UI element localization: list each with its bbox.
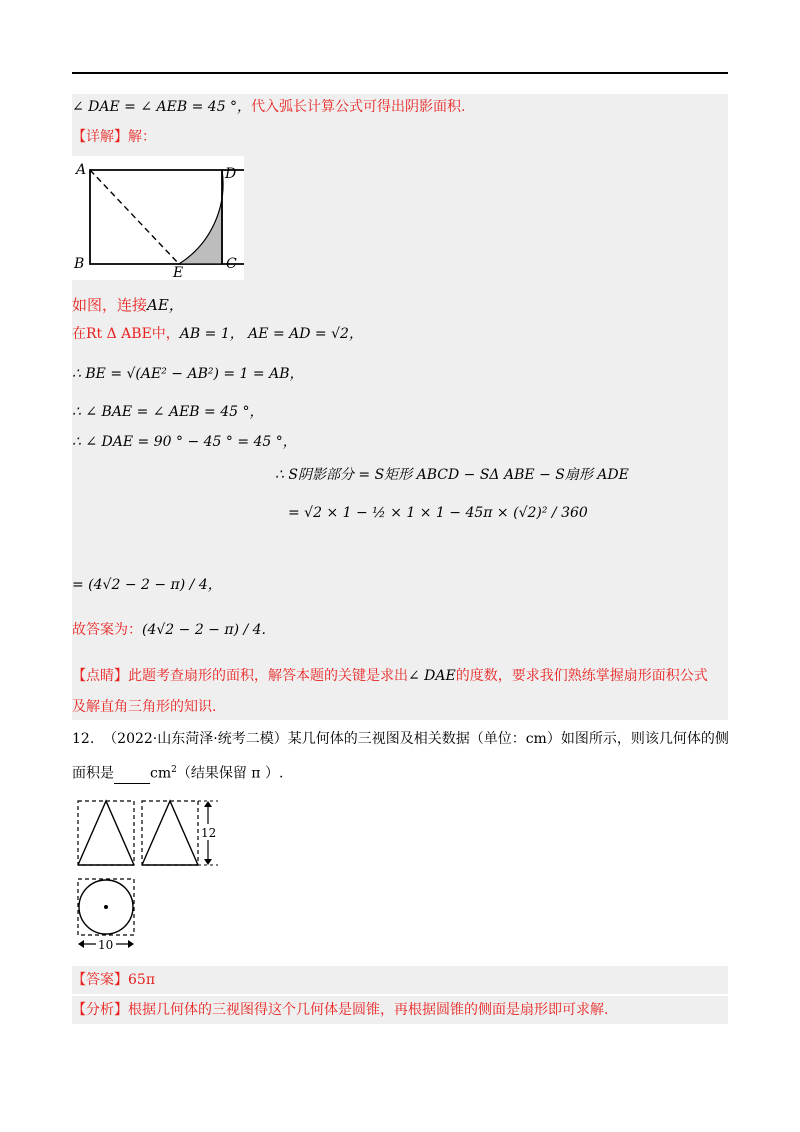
top-line-math: ∠ DAE = ∠ AEB = 45 °，	[72, 99, 252, 115]
detail-after: 解：	[128, 129, 156, 145]
connect-math: AE，	[147, 296, 184, 314]
figure-three-views	[72, 795, 222, 955]
area-calc	[288, 505, 588, 521]
label-d: D	[225, 166, 237, 182]
be-math: ∴ BE = √(AE² − AB²) = 1 = AB，	[72, 366, 304, 382]
comment-text-1: 此题考查扇形的面积，解答本题的关键是求出	[128, 668, 408, 684]
connect-line	[72, 295, 184, 315]
dae-math: ∴ ∠ DAE = 90 ° − 45 ° = 45 °，	[72, 434, 297, 450]
label-c: C	[226, 256, 237, 272]
q12-unit-sup: 2	[171, 765, 177, 775]
bae-math: ∴ ∠ BAE = ∠ AEB = 45 °，	[72, 404, 264, 420]
q12-text-1: 某几何体的三视图及相关数据（单位：cm）如图所示，则该几何体的侧	[287, 731, 729, 747]
side-view-triangle	[142, 801, 198, 865]
comment-line-2	[72, 697, 216, 717]
label-e: E	[173, 265, 184, 280]
q12-text-2a: 面积是	[72, 765, 114, 782]
header-rule	[72, 72, 728, 74]
front-view-triangle	[78, 801, 134, 865]
bae-line	[72, 402, 263, 422]
rt-math: AB = 1， AE = AD = √2，	[179, 326, 363, 342]
diameter-label: 10	[98, 938, 114, 952]
connect-text: 如图，连接	[72, 296, 148, 314]
answer-blank	[114, 769, 150, 784]
comment-math: ∠ DAE	[408, 668, 456, 684]
dae-line	[72, 432, 297, 452]
answer-value: 65π	[128, 972, 156, 988]
comment-label: 【点睛】	[72, 668, 128, 684]
rt-prefix: 在Rt Δ ABE中，	[72, 326, 180, 342]
answer-line	[72, 620, 266, 640]
q12-text-2b: （结果保留 π ）.	[176, 765, 284, 782]
height-label: 12	[201, 826, 217, 840]
answer-row	[72, 970, 155, 990]
rt-line	[72, 324, 363, 344]
area-formula	[275, 464, 629, 484]
detail-label: 【详解】	[72, 129, 128, 145]
q12-line-1	[72, 729, 729, 749]
q12-unit: cm	[150, 765, 172, 782]
analysis-row	[72, 1000, 608, 1020]
top-line-text: 代入弧长计算公式可得出阴影面积.	[251, 99, 466, 115]
answer-prefix: 故答案为：	[72, 622, 142, 638]
answer-background	[72, 966, 728, 994]
result-line	[72, 575, 222, 595]
top-view-center	[104, 905, 108, 909]
comment-text-3: 及解直角三角形的知识.	[72, 699, 217, 715]
side-view-box	[142, 801, 198, 865]
figure-rectangle-overlay	[72, 156, 244, 280]
comment-text-2: 的度数，要求我们熟练掌握扇形面积公式	[455, 668, 708, 684]
q12-number: 12.	[72, 731, 95, 747]
label-b: B	[74, 256, 85, 272]
q12-source: （2022·山东菏泽·统考二模）	[103, 731, 288, 747]
area-calc-math: = √2 × 1 − ½ × 1 × 1 − 45π × (√2)² / 360	[288, 505, 588, 521]
front-view-box	[78, 801, 134, 865]
q12-line-2	[72, 760, 283, 784]
be-line	[72, 364, 304, 384]
analysis-text: 根据几何体的三视图得这个几何体是圆锥，再根据圆锥的侧面是扇形即可求解.	[128, 1002, 609, 1018]
answer-label: 【答案】	[72, 972, 128, 988]
analysis-label: 【分析】	[72, 1002, 128, 1018]
label-a: A	[76, 162, 87, 178]
area-formula-math: ∴ S阴影部分 = S矩形 ABCD − SΔ ABE − S扇形 ADE	[275, 467, 629, 483]
result-math: = (4√2 − 2 − π) / 4，	[72, 577, 222, 593]
comment-line-1	[72, 666, 708, 686]
answer-math: (4√2 − 2 − π) / 4.	[142, 622, 267, 638]
detail-heading	[72, 127, 156, 147]
top-line	[72, 97, 466, 117]
